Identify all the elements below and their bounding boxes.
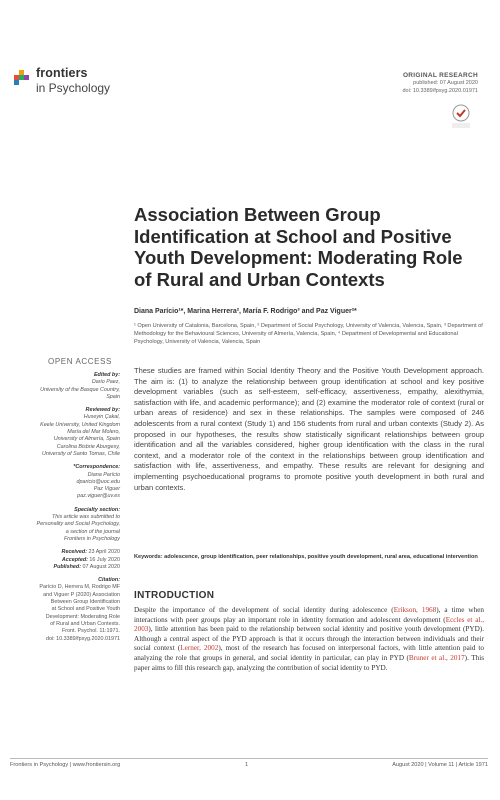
edited-by-label: Edited by:: [93, 372, 120, 378]
editor-line: Spain: [106, 393, 120, 400]
published-label: Published:: [53, 563, 82, 570]
intro-text: Despite the importance of the development of social identity during adolescence (: [134, 606, 394, 614]
section-heading-introduction: INTRODUCTION: [134, 590, 215, 601]
crossmark-icon: [450, 104, 472, 130]
citation-line: Parício D, Herrera M, Rodrigo MF: [39, 584, 120, 591]
specialty-line: a section of the journal: [65, 528, 120, 535]
accepted-label: Accepted:: [61, 556, 88, 563]
citation-link[interactable]: Bruner et al., 2017: [408, 653, 465, 662]
received-label: Received:: [61, 549, 88, 556]
correspondence-name: Paz Viguer: [93, 486, 120, 493]
intro-text: ), most of the research has focused on interpersonal factors, with little attention paid to analyzing the role that groups in general, and social identity in particular, can play in PYD (: [134, 644, 484, 662]
crossmark-button[interactable]: [450, 104, 472, 130]
accepted-date: [10, 557, 120, 564]
specialty-line: This article was submitted to: [51, 514, 120, 521]
reviewer-line: University of Almería, Spain: [53, 436, 120, 443]
citation-line: at School and Positive Youth: [51, 606, 120, 613]
specialty-line: Personality and Social Psychology,: [36, 521, 120, 528]
editor-line: Dario Paez,: [91, 379, 120, 386]
citation-line: Development: Moderating Role: [45, 613, 120, 620]
correspondence-name: Diana Parício: [87, 471, 120, 478]
specialty-line: Frontiers in Psychology: [63, 535, 120, 542]
journal-name: in Psychology: [36, 81, 111, 95]
correspondence-label: *Correspondence:: [73, 464, 120, 471]
affiliations: ¹ Open University of Catalonia, Barcelona, Spain, ² Department of Social Psychology, University of Valencia, Valencia, Spain, ³ Department of Methodology for the Behavioural Sciences, University of Almería, Valencia, Spain, ⁴ Department of Developmental and Educational Psychology, University of Valencia, Valencia, Spain: [134, 323, 483, 345]
citation-link[interactable]: Erikson, 1968: [393, 606, 437, 614]
introduction-paragraph: [134, 606, 484, 673]
accepted-value: 16 July 2020: [89, 556, 120, 563]
brand-name: frontiers: [36, 66, 88, 80]
journal-logo[interactable]: [12, 62, 142, 102]
published-value: 07 August 2020: [82, 563, 120, 570]
editor-line: University of the Basque Country,: [40, 386, 120, 393]
abstract: These studies are framed within Social Identity Theory and the Positive Youth Development approach. The aim is: (1) to analyze the relationship between group identification at school and key positive development variables (such as self-esteem, self-efficacy, assertiveness, empathy, alexithymia, satisfaction with life, and academic performance); and (2) examine the moderator role of context (rural or urban areas of residence) and sex in these relationships. The samples were composed of 246 adolescents from a rural context (Study 1) and 156 students from rural and urban contexts (Study 2). As proposed in our hypotheses, the results show statistically significant relationships between group identification and all the variables considered, higher group identification with the class in the rural context, and a moderator role of the context in the relationships between group identification and satisfaction with life, assertiveness, and empathy. These results are relevant for designing and implementing psychoeducational programs to promote positive youth development in both rural and urban contexts.: [134, 366, 484, 492]
intro-text: ). This paper aims to fill this research gap, analyzing the contribution of social identity to PYD.: [134, 653, 484, 672]
reviewed-by-label: Reviewed by:: [85, 407, 120, 414]
article-title: Association Between Group Identification at School and Positive Youth Development: Moderating Role of Rural and Urban Contexts: [134, 204, 463, 290]
author-list: Diana Parício¹*, Marina Herrera², María F. Rodrigo³ and Paz Viguer²*: [134, 308, 357, 315]
intro-text: ), a time when interactions with peer groups play an important role in identity formation and adolescent development (: [134, 606, 484, 624]
article-info-sidebar: [10, 372, 120, 643]
citation-line[interactable]: doi: 10.3389/fpsyg.2020.01971: [45, 635, 120, 642]
reviewer-line: Carolina Bisbrie Aburgesy,: [56, 443, 120, 450]
article-type: ORIGINAL RESEARCH: [402, 72, 478, 79]
citation-label: Citation:: [98, 577, 120, 584]
correspondence-email[interactable]: dparicio@uoc.edu: [76, 478, 120, 485]
citation-line: and Viguer P (2020) Association: [43, 591, 120, 598]
footer-divider: [10, 758, 488, 759]
citation-link[interactable]: Eccles et al., 2003: [134, 615, 484, 634]
reviewer-line: Keele University, United Kingdom: [40, 421, 120, 428]
intro-text: ), little attention has been paid to the relationship between social identity and positive youth development (PYD). Although a central aspect of the PYD approach is that it occurs through the interaction between individuals and their social context (: [134, 625, 484, 653]
reviewer-line: Huseyin Çakal,: [83, 414, 120, 421]
received-value: 23 April 2020: [88, 549, 120, 556]
published-date-sidebar: [10, 564, 120, 571]
citation-link[interactable]: Lerner, 2002: [180, 644, 219, 653]
footer-journal-link[interactable]: Frontiers in Psychology | www.frontiersin.org: [10, 762, 121, 768]
citation-line: Front. Psychol. 11:1971.: [61, 628, 120, 635]
citation-line: Between Group Identification: [50, 599, 120, 606]
footer-issue-info: August 2020 | Volume 11 | Article 1971: [392, 762, 488, 768]
reviewer-line: María del Mar Molero,: [67, 429, 120, 436]
correspondence-email[interactable]: paz.viguer@uv.es: [77, 493, 120, 500]
received-date: [10, 549, 120, 556]
reviewer-line: University of Santo Tomas, Chile: [42, 450, 120, 457]
published-date: published: 07 August 2020: [413, 80, 478, 86]
page-number: 1: [245, 762, 249, 768]
citation-line: of Rural and Urban Contexts.: [50, 620, 120, 627]
open-access-label: OPEN ACCESS: [48, 357, 112, 366]
doi-link[interactable]: doi: 10.3389/fpsyg.2020.01971: [402, 88, 478, 94]
frontiers-logo-icon: [12, 66, 34, 88]
article-meta: [278, 72, 478, 95]
keywords: Keywords: adolescence, group identification, peer relationships, positive youth development, rural area, educational intervention: [134, 554, 478, 560]
specialty-section-label: Specialty section:: [74, 506, 120, 513]
